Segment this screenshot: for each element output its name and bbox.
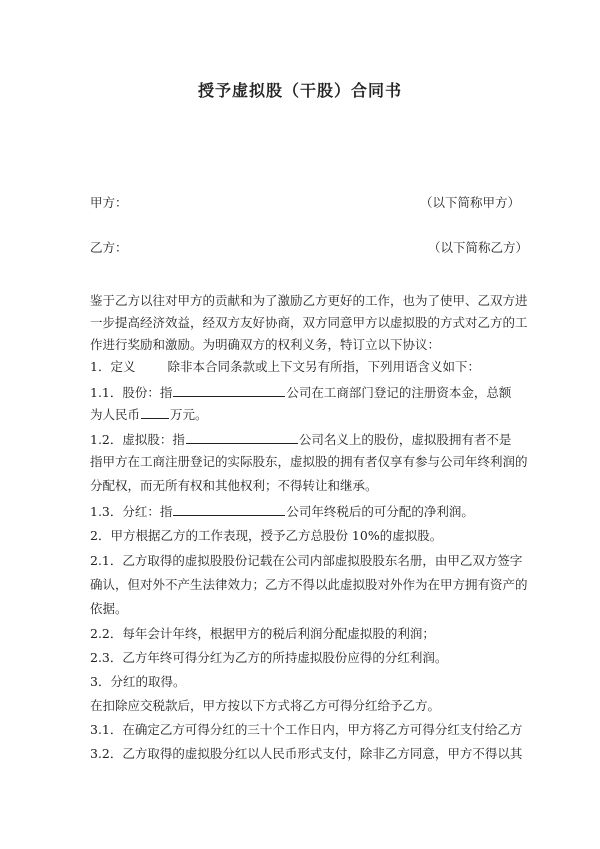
clause-1-2-prefix: 1.2．虚拟股：指 — [90, 432, 185, 447]
preamble-line: 鉴于乙方以往对甲方的贡献和为了激励乙方更好的工作，也为了使甲、乙双方进 — [90, 293, 528, 308]
section-3-intro: 在扣除应交税款后，甲方按以下方式将乙方可得分红给予乙方。 — [90, 698, 441, 713]
clause-1-3-text: 公司年终税后的可分配的净利润。 — [286, 504, 474, 519]
party-b-label: 乙方： — [90, 240, 128, 255]
clause-2-3: 2.3．乙方年终可得分红为乙方的所持虚拟股份应得的分红利润。 — [90, 650, 448, 665]
blank-line — [173, 384, 285, 397]
clause-1-2-text: 公司名义上的股份，虚拟股拥有者不是 — [298, 432, 512, 447]
page-title: 授予虚拟股（干股）合同书 — [197, 81, 402, 100]
clause-1-1-text: 公司在工商部门登记的注册资本金，总额 — [286, 385, 512, 400]
party-a-note: （以下简称甲方） — [420, 195, 521, 210]
blank-line — [141, 406, 169, 419]
clause-3-1: 3.1．在确定乙方可得分红的三十个工作日内，甲方将乙方可得分红支付给乙方 — [90, 722, 523, 737]
clause-1-2-line: 指甲方在工商注册登记的实际股东，虚拟股的拥有者仅享有参与公司年终利润的 — [90, 454, 528, 469]
clause-1-1-amount-label: 为人民币 — [90, 407, 141, 422]
clause-1-1-cont — [90, 406, 520, 423]
party-a-label: 甲方： — [90, 195, 128, 210]
section-3: 3．分红的取得。 — [90, 674, 186, 689]
clause-3-2: 3.2．乙方取得的虚拟股分红以人民币形式支付，除非乙方同意，甲方不得以其 — [90, 746, 523, 761]
section-1-text: 除非本合同条款或上下文另有所指，下列用语含义如下： — [167, 359, 480, 374]
clause-2-1-line: 确认，但对外不产生法律效力；乙方不得以此虚拟股对外作为在甲方拥有资产的 — [90, 577, 528, 592]
section-1-heading: 1．定义 — [90, 359, 136, 374]
clause-1-3 — [90, 503, 520, 520]
clause-1-2-line: 分配权，而无所有权和其他权利；不得转让和继承。 — [90, 478, 378, 493]
preamble-line: 作进行奖励和激励。为明确双方的权利义务，特订立以下协议： — [90, 337, 441, 352]
section-2: 2．甲方根据乙方的工作表现，授予乙方总股份 10%的虚拟股。 — [90, 528, 443, 543]
clause-2-2: 2.2．每年会计年终，根据甲方的税后利润分配虚拟股的利润； — [90, 626, 435, 641]
preamble-line: 一步提高经济效益，经双方友好协商，双方同意甲方以虚拟股的方式对乙方的工 — [90, 315, 528, 330]
party-b-note: （以下简称乙方） — [428, 240, 529, 255]
clause-1-1-unit: 万元。 — [170, 407, 208, 422]
clause-2-1-line: 依据。 — [90, 601, 128, 616]
blank-line — [186, 431, 298, 444]
clause-1-2 — [90, 431, 520, 448]
clause-1-3-prefix: 1.3．分红：指 — [90, 504, 173, 519]
clause-2-1-line: 2.1．乙方取得的虚拟股股份记载在公司内部虚拟股股东名册，由甲乙双方签字 — [90, 553, 523, 568]
section-1-definitions — [90, 359, 520, 375]
clause-1-1 — [90, 384, 520, 401]
clause-1-1-prefix: 1.1．股份：指 — [90, 385, 173, 400]
blank-line — [173, 503, 285, 516]
